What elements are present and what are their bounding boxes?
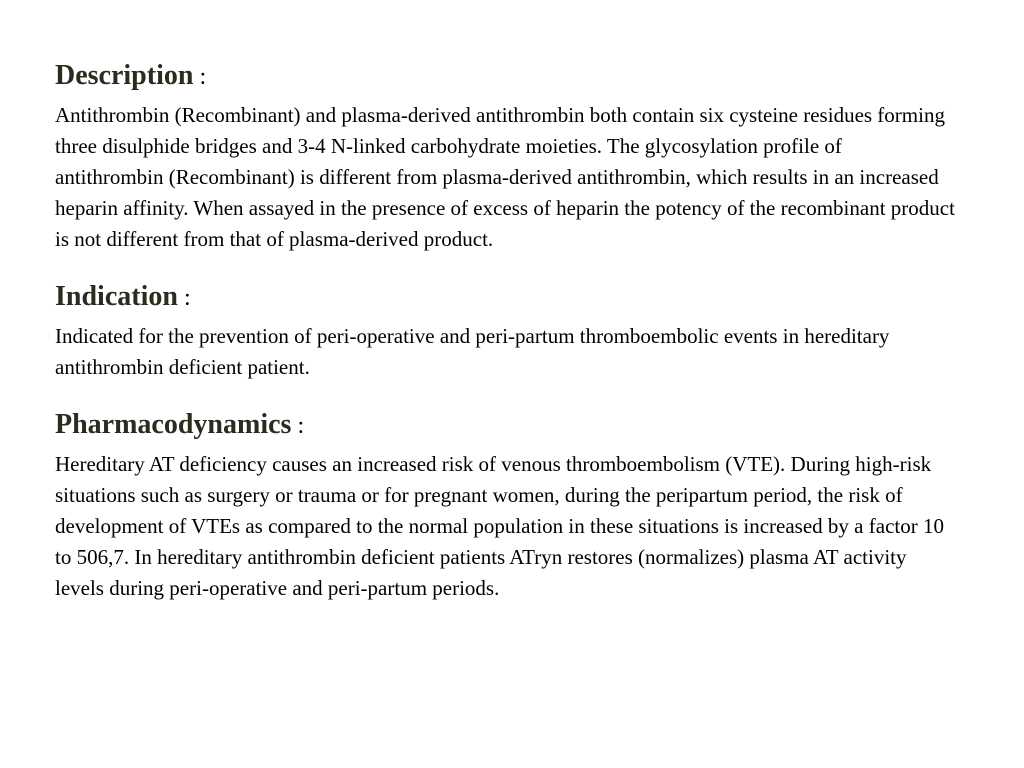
pharmacodynamics-heading-line (55, 405, 955, 445)
pharmacodynamics-section (55, 405, 955, 604)
pharmacodynamics-heading-separator: : (291, 413, 305, 439)
indication-body: Indicated for the prevention of peri-operative and peri-partum thromboembolic events in hereditary antithrombin deficient patient. (55, 324, 890, 379)
description-body: Antithrombin (Recombinant) and plasma-derived antithrombin both contain six cysteine residues forming three disulphide bridges and 3-4 N-linked carbohydrate moieties. The glycosylation profile of antithrombin (Recombinant) is different from plasma-derived antithrombin, which results in an increased heparin affinity. When assayed in the presence of excess of heparin the potency of the recombinant product is not different from that of plasma-derived product. (55, 103, 955, 251)
indication-heading-separator: : (177, 285, 191, 311)
pharmacodynamics-body: Hereditary AT deficiency causes an increased risk of venous thromboembolism (VTE). During high-risk situations such as surgery or trauma or for pregnant women, during the peripartum period, the risk of development of VTEs as compared to the normal population in these situations is increased by a factor 10 to 506,7. In hereditary antithrombin deficient patients ATryn restores (normalizes) plasma AT activity levels during peri-operative and peri-partum periods. (55, 452, 944, 600)
slide-content (55, 56, 955, 626)
description-heading-separator: : (193, 64, 207, 90)
indication-section (55, 277, 955, 383)
indication-heading-line (55, 277, 955, 317)
description-section (55, 56, 955, 255)
description-heading-line (55, 56, 955, 96)
description-heading: Description (55, 60, 194, 91)
pharmacodynamics-heading: Pharmacodynamics (55, 409, 292, 440)
indication-heading: Indication (55, 281, 178, 312)
